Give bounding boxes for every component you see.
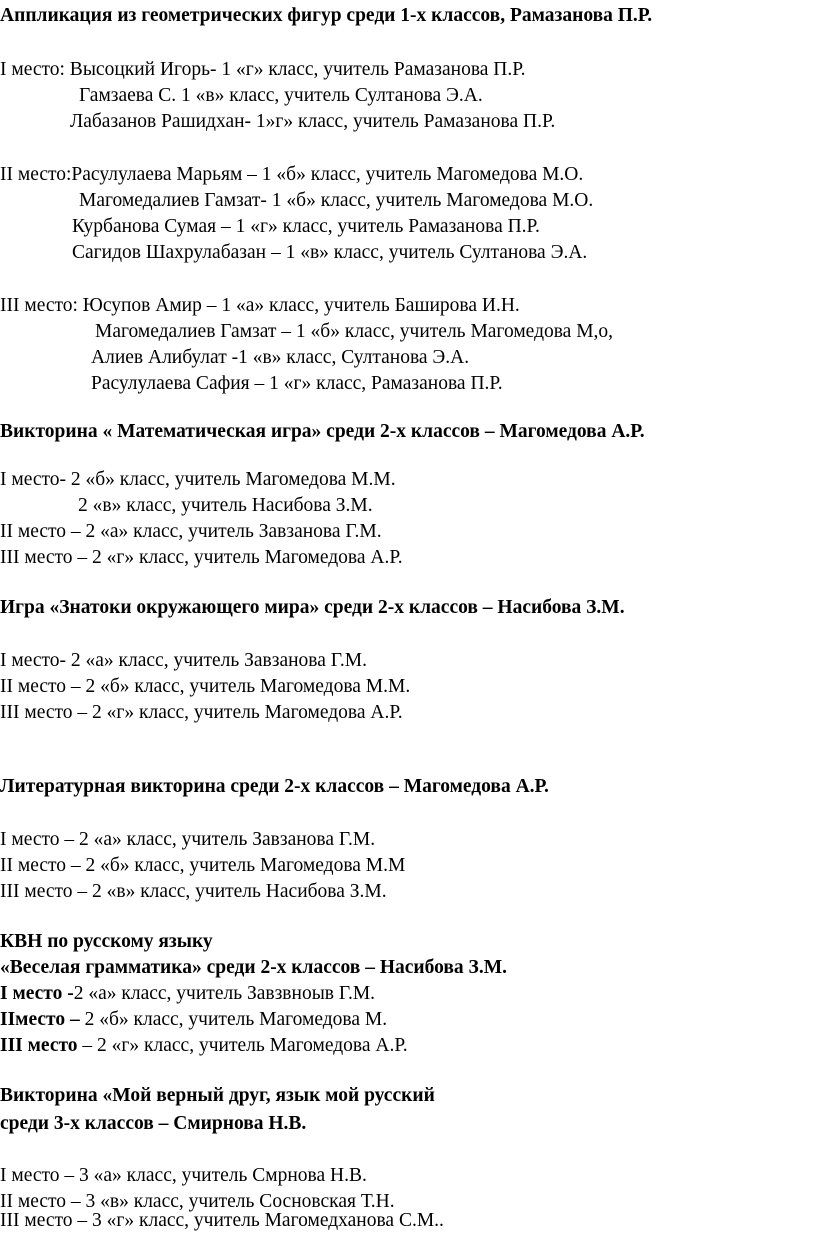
result-line: I место: Высоцкий Игорь- 1 «г» класс, учитель Рамазанова П.Р. (0, 59, 526, 80)
result-line: Магомедалиев Гамзат – 1 «б» класс, учитель Магомедова М,о, (95, 321, 614, 342)
section-title-literary-quiz: Литературная викторина среди 2-х классов – Магомедова А.Р. (0, 776, 549, 797)
result-line: II место:Расулулаева Марьям – 1 «б» класс, учитель Магомедова М.О. (0, 164, 584, 185)
result-line (0, 1033, 408, 1059)
result-line (0, 981, 375, 1007)
result-line: I место- 2 «а» класс, учитель Завзанова Г.М. (0, 650, 367, 671)
result-line: Курбанова Сумая – 1 «г» класс, учитель Рамазанова П.Р. (72, 216, 540, 237)
result-line: II место – 3 «в» класс, учитель Сосновская Т.Н. (0, 1191, 395, 1212)
result-line: I место- 2 «б» класс, учитель Магомедова М.М. (0, 469, 396, 490)
section-title-russian-quiz-sub: среди 3-х классов – Смирнова Н.В. (0, 1113, 307, 1134)
place-label: I место - (0, 983, 74, 1004)
result-line: III место – 2 «г» класс, учитель Магомедова А.Р. (0, 547, 403, 568)
result-text: – 2 «г» класс, учитель Магомедова А.Р. (77, 1035, 408, 1056)
result-line: Магомедалиев Гамзат- 1 «б» класс, учитель Магомедова М.О. (79, 190, 594, 211)
result-line: II место – 2 «а» класс, учитель Завзанова Г.М. (0, 521, 382, 542)
result-text: 2 «а» класс, учитель Завзвноыв Г.М. (73, 983, 376, 1004)
result-line: I место – 2 «а» класс, учитель Завзанова Г.М. (0, 829, 376, 850)
result-line: Алиев Алибулат -1 «в» класс, Султанова Э.А. (91, 347, 470, 368)
section-title-applique: Аппликация из геометрических фигур среди 1-х классов, Рамазанова П.Р. (0, 5, 653, 26)
result-line: III место – 2 «в» класс, учитель Насибова З.М. (0, 881, 387, 902)
result-line (0, 1007, 387, 1033)
result-line: II место – 2 «б» класс, учитель Магомедова М.М (0, 855, 406, 876)
result-line: Гамзаева С. 1 «в» класс, учитель Султанова Э.А. (79, 85, 483, 106)
place-label: III место (0, 1035, 78, 1056)
result-line: Сагидов Шахрулабазан – 1 «в» класс, учитель Султанова Э.А. (72, 242, 588, 263)
result-line: III место: Юсупов Амир – 1 «а» класс, учитель Баширова И.Н. (0, 295, 520, 316)
result-line: 2 «в» класс, учитель Насибова З.М. (78, 495, 373, 516)
result-line: I место – 3 «а» класс, учитель Смрнова Н.В. (0, 1165, 367, 1186)
section-title-kvn-sub: «Веселая грамматика» среди 2-х классов – Насибова З.М. (0, 957, 508, 978)
result-line: III место – 3 «г» класс, учитель Магомедханова С.М.. (0, 1210, 444, 1231)
place-label: IIместо – (0, 1009, 80, 1030)
section-title-russian-quiz: Викторина «Мой верный друг, язык мой русский (0, 1085, 435, 1106)
section-title-math-quiz: Викторина « Математическая игра» среди 2-х классов – Магомедова А.Р. (0, 421, 645, 442)
result-line: Расулулаева Сафия – 1 «г» класс, Рамазанова П.Р. (91, 373, 503, 394)
section-title-kvn: КВН по русскому языку (0, 931, 213, 952)
result-line: II место – 2 «б» класс, учитель Магомедова М.М. (0, 676, 411, 697)
result-line: Лабазанов Рашидхан- 1»г» класс, учитель Рамазанова П.Р. (70, 111, 556, 132)
result-text: 2 «б» класс, учитель Магомедова М. (79, 1009, 388, 1030)
result-line: III место – 2 «г» класс, учитель Магомедова А.Р. (0, 702, 403, 723)
section-title-nature-game: Игра «Знатоки окружающего мира» среди 2-х классов – Насибова З.М. (0, 597, 625, 618)
